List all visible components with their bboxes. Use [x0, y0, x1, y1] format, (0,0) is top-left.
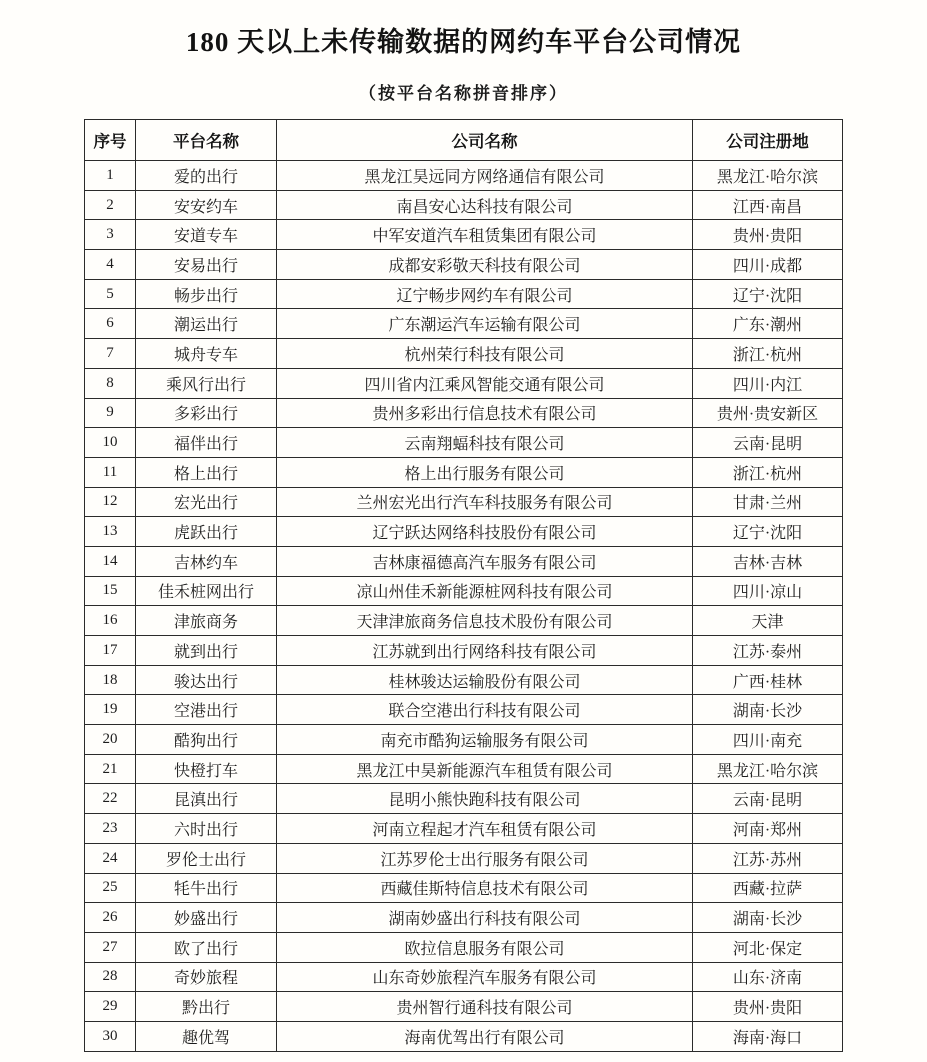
row-number-cell: 13 [85, 517, 136, 547]
row-number-cell: 3 [85, 220, 136, 250]
platform-name-cell: 空港出行 [136, 695, 277, 725]
table-row [85, 814, 843, 844]
platform-name-cell: 昆滇出行 [136, 784, 277, 814]
page-subtitle: （按平台名称拼音排序） [359, 84, 568, 103]
registration-cell: 湖南·长沙 [693, 903, 843, 933]
table-row [85, 606, 843, 636]
table-row [85, 873, 843, 903]
table-row [85, 161, 843, 191]
company-name-cell: 西藏佳斯特信息技术有限公司 [277, 873, 693, 903]
company-name-cell: 贵州智行通科技有限公司 [277, 992, 693, 1022]
table-row [85, 843, 843, 873]
company-name-cell: 杭州荣行科技有限公司 [277, 339, 693, 369]
row-number-cell: 21 [85, 754, 136, 784]
registration-cell: 四川·内江 [693, 368, 843, 398]
company-name-cell: 中军安道汽车租赁集团有限公司 [277, 220, 693, 250]
table-row [85, 428, 843, 458]
row-number-cell: 18 [85, 665, 136, 695]
company-name-cell: 南充市酷狗运输服务有限公司 [277, 725, 693, 755]
table-row [85, 368, 843, 398]
company-name-cell: 辽宁跃达网络科技股份有限公司 [277, 517, 693, 547]
row-number-cell: 27 [85, 932, 136, 962]
table-row [85, 309, 843, 339]
company-name-cell: 江苏罗伦士出行服务有限公司 [277, 843, 693, 873]
row-number-cell: 22 [85, 784, 136, 814]
registration-cell: 辽宁·沈阳 [693, 517, 843, 547]
row-number-cell: 12 [85, 487, 136, 517]
table-row [85, 665, 843, 695]
registration-cell: 甘肃·兰州 [693, 487, 843, 517]
page-title: 180 天以上未传输数据的网约车平台公司情况 [185, 27, 742, 57]
table-row [85, 279, 843, 309]
registration-cell: 江苏·泰州 [693, 636, 843, 666]
row-number-cell: 8 [85, 368, 136, 398]
company-name-cell: 欧拉信息服务有限公司 [277, 932, 693, 962]
table-row [85, 1021, 843, 1051]
table-row [85, 220, 843, 250]
table-row [85, 546, 843, 576]
table-row [85, 903, 843, 933]
table-row [85, 517, 843, 547]
registration-cell: 河北·保定 [693, 932, 843, 962]
row-number-cell: 7 [85, 339, 136, 369]
row-number-cell: 9 [85, 398, 136, 428]
company-name-cell: 四川省内江乘风智能交通有限公司 [277, 368, 693, 398]
company-name-cell: 湖南妙盛出行科技有限公司 [277, 903, 693, 933]
registration-cell: 四川·凉山 [693, 576, 843, 606]
registration-cell: 贵州·贵阳 [693, 220, 843, 250]
platform-name-cell: 福伴出行 [136, 428, 277, 458]
platform-name-cell: 罗伦士出行 [136, 843, 277, 873]
company-name-cell: 南昌安心达科技有限公司 [277, 190, 693, 220]
company-name-cell: 联合空港出行科技有限公司 [277, 695, 693, 725]
platform-name-cell: 爱的出行 [136, 161, 277, 191]
platform-name-cell: 畅步出行 [136, 279, 277, 309]
row-number-cell: 10 [85, 428, 136, 458]
table-row [85, 932, 843, 962]
platform-name-cell: 快橙打车 [136, 754, 277, 784]
platform-name-cell: 奇妙旅程 [136, 962, 277, 992]
row-number-cell: 6 [85, 309, 136, 339]
registration-cell: 江西·南昌 [693, 190, 843, 220]
table-body [85, 161, 843, 1052]
row-number-cell: 16 [85, 606, 136, 636]
platform-name-cell: 格上出行 [136, 457, 277, 487]
company-name-cell: 黑龙江中昊新能源汽车租赁有限公司 [277, 754, 693, 784]
registration-cell: 四川·成都 [693, 250, 843, 280]
platform-name-cell: 城舟专车 [136, 339, 277, 369]
registration-cell: 海南·海口 [693, 1021, 843, 1051]
row-number-cell: 5 [85, 279, 136, 309]
table-row [85, 339, 843, 369]
company-name-cell: 成都安彩敬天科技有限公司 [277, 250, 693, 280]
table-row [85, 487, 843, 517]
registration-cell: 天津 [693, 606, 843, 636]
platform-name-cell: 牦牛出行 [136, 873, 277, 903]
registration-cell: 黑龙江·哈尔滨 [693, 754, 843, 784]
platform-name-cell: 潮运出行 [136, 309, 277, 339]
row-number-cell: 4 [85, 250, 136, 280]
company-name-cell: 河南立程起才汽车租赁有限公司 [277, 814, 693, 844]
registration-cell: 云南·昆明 [693, 428, 843, 458]
row-number-cell: 2 [85, 190, 136, 220]
row-number-cell: 25 [85, 873, 136, 903]
platform-name-cell: 酷狗出行 [136, 725, 277, 755]
company-name-cell: 江苏就到出行网络科技有限公司 [277, 636, 693, 666]
company-name-cell: 山东奇妙旅程汽车服务有限公司 [277, 962, 693, 992]
row-number-cell: 15 [85, 576, 136, 606]
table-row [85, 784, 843, 814]
company-name-cell: 天津津旅商务信息技术股份有限公司 [277, 606, 693, 636]
header-company: 公司名称 [277, 120, 693, 161]
row-number-cell: 23 [85, 814, 136, 844]
registration-cell: 西藏·拉萨 [693, 873, 843, 903]
platform-name-cell: 安易出行 [136, 250, 277, 280]
platform-name-cell: 妙盛出行 [136, 903, 277, 933]
registration-cell: 广西·桂林 [693, 665, 843, 695]
row-number-cell: 28 [85, 962, 136, 992]
row-number-cell: 29 [85, 992, 136, 1022]
platform-company-table [84, 119, 843, 1052]
registration-cell: 黑龙江·哈尔滨 [693, 161, 843, 191]
company-name-cell: 黑龙江昊远同方网络通信有限公司 [277, 161, 693, 191]
row-number-cell: 20 [85, 725, 136, 755]
registration-cell: 吉林·吉林 [693, 546, 843, 576]
company-name-cell: 广东潮运汽车运输有限公司 [277, 309, 693, 339]
table-row [85, 398, 843, 428]
registration-cell: 贵州·贵阳 [693, 992, 843, 1022]
company-name-cell: 凉山州佳禾新能源桩网科技有限公司 [277, 576, 693, 606]
header-index: 序号 [85, 120, 136, 161]
registration-cell: 云南·昆明 [693, 784, 843, 814]
table-row [85, 754, 843, 784]
table-row [85, 962, 843, 992]
platform-name-cell: 骏达出行 [136, 665, 277, 695]
platform-name-cell: 宏光出行 [136, 487, 277, 517]
platform-name-cell: 佳禾桩网出行 [136, 576, 277, 606]
header-platform: 平台名称 [136, 120, 277, 161]
company-name-cell: 海南优驾出行有限公司 [277, 1021, 693, 1051]
registration-cell: 山东·济南 [693, 962, 843, 992]
platform-name-cell: 欧了出行 [136, 932, 277, 962]
row-number-cell: 11 [85, 457, 136, 487]
registration-cell: 广东·潮州 [693, 309, 843, 339]
row-number-cell: 14 [85, 546, 136, 576]
company-name-cell: 辽宁畅步网约车有限公司 [277, 279, 693, 309]
company-name-cell: 吉林康福德高汽车服务有限公司 [277, 546, 693, 576]
platform-name-cell: 安安约车 [136, 190, 277, 220]
platform-name-cell: 就到出行 [136, 636, 277, 666]
platform-name-cell: 趣优驾 [136, 1021, 277, 1051]
registration-cell: 浙江·杭州 [693, 457, 843, 487]
platform-name-cell: 津旅商务 [136, 606, 277, 636]
table-row [85, 250, 843, 280]
header-registration: 公司注册地 [693, 120, 843, 161]
platform-name-cell: 乘风行出行 [136, 368, 277, 398]
company-name-cell: 云南翔蝠科技有限公司 [277, 428, 693, 458]
table-row [85, 576, 843, 606]
table-row [85, 457, 843, 487]
company-name-cell: 桂林骏达运输股份有限公司 [277, 665, 693, 695]
company-name-cell: 昆明小熊快跑科技有限公司 [277, 784, 693, 814]
registration-cell: 江苏·苏州 [693, 843, 843, 873]
row-number-cell: 30 [85, 1021, 136, 1051]
registration-cell: 四川·南充 [693, 725, 843, 755]
platform-name-cell: 虎跃出行 [136, 517, 277, 547]
table-row [85, 725, 843, 755]
row-number-cell: 19 [85, 695, 136, 725]
registration-cell: 浙江·杭州 [693, 339, 843, 369]
row-number-cell: 24 [85, 843, 136, 873]
platform-name-cell: 吉林约车 [136, 546, 277, 576]
platform-name-cell: 黔出行 [136, 992, 277, 1022]
table-row [85, 190, 843, 220]
table-header-row [85, 120, 843, 161]
registration-cell: 河南·郑州 [693, 814, 843, 844]
table-row [85, 695, 843, 725]
company-name-cell: 兰州宏光出行汽车科技服务有限公司 [277, 487, 693, 517]
table-row [85, 992, 843, 1022]
registration-cell: 辽宁·沈阳 [693, 279, 843, 309]
platform-name-cell: 多彩出行 [136, 398, 277, 428]
platform-name-cell: 安道专车 [136, 220, 277, 250]
row-number-cell: 1 [85, 161, 136, 191]
platform-name-cell: 六时出行 [136, 814, 277, 844]
registration-cell: 湖南·长沙 [693, 695, 843, 725]
table-row [85, 636, 843, 666]
row-number-cell: 17 [85, 636, 136, 666]
row-number-cell: 26 [85, 903, 136, 933]
registration-cell: 贵州·贵安新区 [693, 398, 843, 428]
company-name-cell: 贵州多彩出行信息技术有限公司 [277, 398, 693, 428]
company-name-cell: 格上出行服务有限公司 [277, 457, 693, 487]
